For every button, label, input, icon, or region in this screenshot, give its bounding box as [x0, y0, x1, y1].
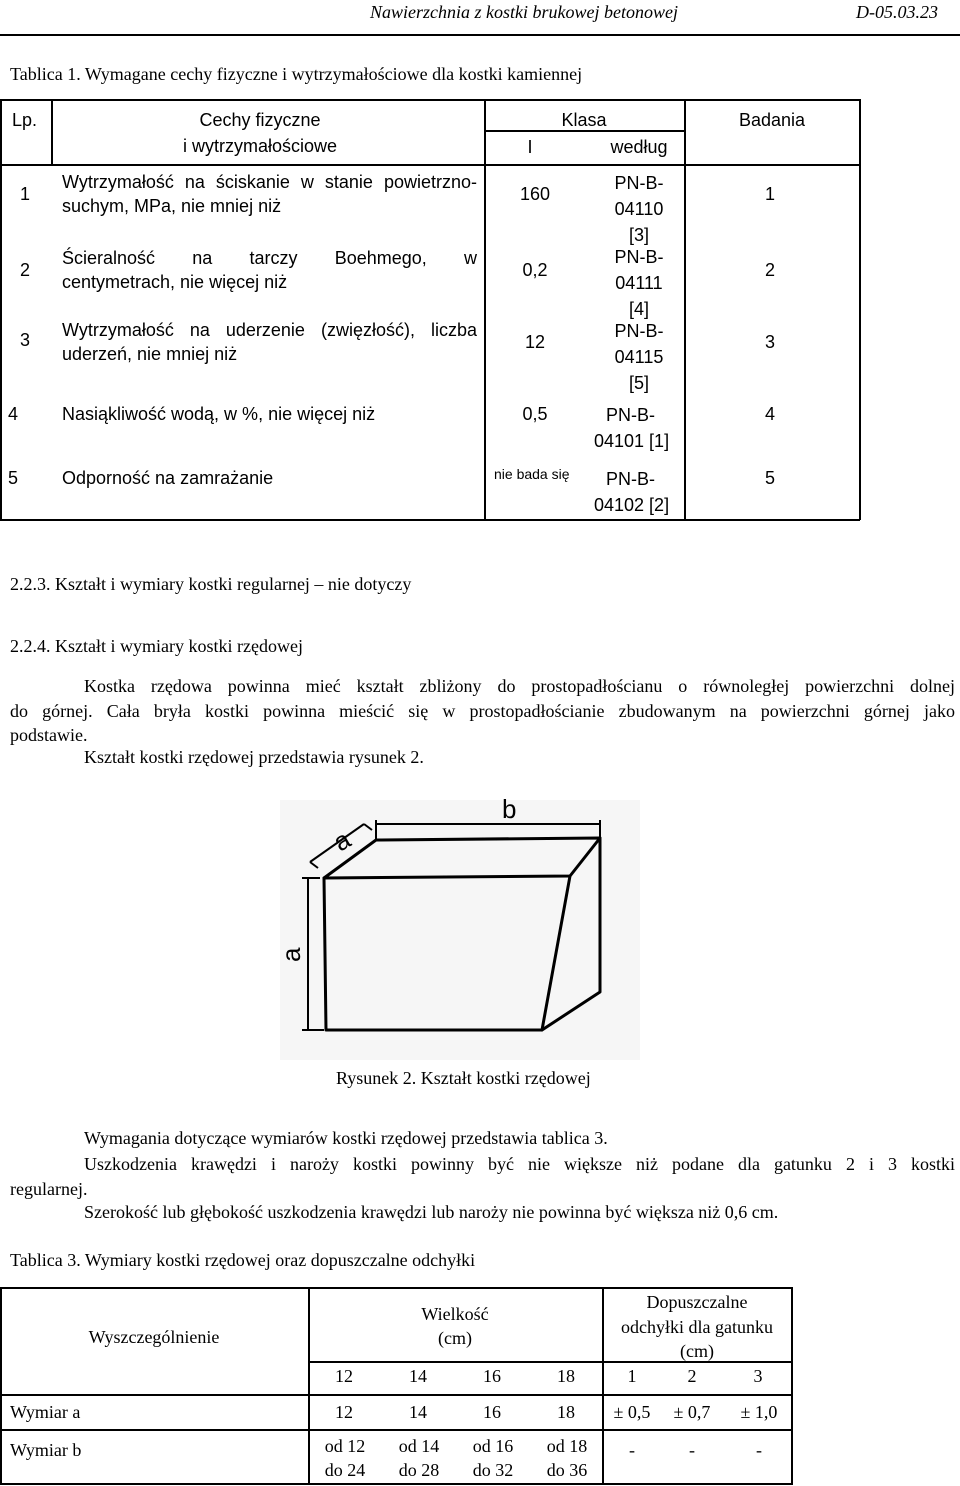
table3-border-left	[0, 1287, 2, 1485]
running-header-code: D-05.03.23	[856, 2, 938, 22]
header-line: (cm)	[438, 1328, 472, 1348]
norm-line: [3]	[628, 225, 649, 245]
table1-row-lp: 2	[20, 260, 31, 280]
norm-line: 04101 [1]	[594, 431, 670, 451]
table1-row-desc	[62, 170, 477, 218]
table1-klasa-left	[484, 99, 486, 520]
table1-header-lp: Lp.	[12, 110, 38, 130]
table1-row-lp: 1	[20, 184, 31, 204]
table1-row-norm	[594, 466, 684, 518]
table3-cell-size: 18	[557, 1402, 575, 1422]
desc-line: Wytrzymałość na uderzenie (zwięzłość), liczba	[62, 320, 477, 340]
table1-row-norm	[594, 170, 684, 248]
norm-line: 04110	[614, 199, 664, 219]
cell-line: od 18	[546, 1436, 588, 1456]
table3-row-label: Wymiar b	[10, 1440, 82, 1460]
running-header-title: Nawierzchnia z kostki brukowej betonowej	[370, 2, 678, 22]
cell-line: do 36	[546, 1460, 588, 1480]
norm-line: 04115	[614, 347, 664, 367]
figure-label-a-top: a	[328, 823, 356, 858]
table1-row-desc	[62, 246, 477, 294]
paragraph-line: do górnej. Cała bryła kostki powinna mieścić się w prostopadłościanie zbudowanym na powierzchni górnej jako	[10, 700, 955, 721]
table1-row-norm	[594, 402, 684, 454]
table1-row-desc: Nasiąkliwość wodą, w %, nie więcej niż	[62, 404, 376, 424]
table3-row-label: Wymiar a	[10, 1402, 81, 1422]
desc-line: centymetrach, nie więcej niż	[62, 272, 288, 292]
table1-row-desc: Odporność na zamrażanie	[62, 468, 274, 488]
header-line: odchyłki dla gatunku	[621, 1316, 773, 1337]
table1-row-lp: 3	[20, 330, 31, 350]
norm-line: 04102 [2]	[594, 495, 670, 515]
cell-line: do 28	[398, 1460, 440, 1480]
table3-border-bottom	[0, 1483, 792, 1485]
table1-header-cechy-2: i wytrzymałościowe	[182, 136, 338, 156]
paragraph-szerokosc: Szerokość lub głębokość uszkodzenia krawędzi lub naroży nie powinna być większa niż 0,6 cm.	[84, 1202, 779, 1222]
desc-line: uderzeń, nie mniej niż	[62, 344, 238, 364]
table1-header-klasa-i: I	[527, 137, 533, 157]
table1-header-cechy-1: Cechy fizyczne	[199, 110, 321, 130]
figure-kostka-rzedowa	[276, 794, 640, 1060]
table1-row-badania: 4	[764, 404, 775, 424]
table1-header-wedlug: według	[610, 137, 668, 157]
desc-line: Wytrzymałość na ściskanie w stanie powietrzno-	[62, 172, 477, 192]
paragraph-line: regularnej.	[10, 1178, 88, 1199]
table1-row-badania: 3	[764, 332, 775, 352]
table1-badania-left	[684, 99, 686, 520]
table1-lp-divider	[51, 99, 53, 166]
table3-header-wielkosc	[308, 1302, 602, 1350]
paragraph-wymagania: Wymagania dotyczące wymiarów kostki rzędowej przedstawia tablica 3.	[84, 1128, 608, 1148]
table3-border-top	[0, 1287, 792, 1289]
table3-cell-tolerance: ± 0,7	[673, 1402, 711, 1422]
table1-row-badania: 5	[764, 468, 775, 488]
paragraph-line: podstawie.	[10, 725, 88, 745]
table3-subheader-size: 12	[335, 1366, 353, 1386]
table1-row-lp: 4	[8, 404, 19, 424]
table3-cell-size	[308, 1434, 382, 1482]
paragraph-line: Uszkodzenia krawędzi i naroży kostki powinny być nie większe niż podane dla gatunku 2 i 3 kostki	[84, 1154, 955, 1174]
section-223-heading: 2.2.3. Kształt i wymiary kostki regularnej – nie dotyczy	[10, 574, 412, 594]
table1-row-value: nie bada się	[494, 466, 570, 482]
table3-cell-tolerance: -	[689, 1440, 695, 1460]
table3-cell-tolerance: -	[629, 1440, 635, 1460]
figure-label-a-side: a	[276, 947, 306, 962]
header-line: Wielkość	[421, 1304, 489, 1324]
desc-line: suchym, MPa, nie mniej niż	[62, 196, 282, 216]
norm-line: PN-B-	[606, 405, 655, 425]
header-rule	[0, 34, 960, 36]
section-224-paragraph	[10, 674, 955, 748]
cell-line: od 14	[398, 1436, 440, 1456]
cell-line: do 32	[472, 1460, 514, 1480]
table3-cell-size: 14	[409, 1402, 427, 1422]
table3-cell-size	[530, 1434, 604, 1482]
table1-caption: Tablica 1. Wymagane cechy fizyczne i wytrzymałościowe dla kostki kamiennej	[10, 64, 583, 84]
desc-line: Ścieralność na tarczy Boehmego, w	[62, 248, 477, 268]
table1-row-value: 160	[519, 184, 551, 204]
paragraph-line: Kostka rzędowa powinna mieć kształt zbliżony do prostopadłościanu o równoległej powierzchni dolnej	[84, 676, 955, 696]
table3-header-bottom	[0, 1394, 792, 1396]
table3-row-divider	[0, 1429, 792, 1431]
norm-line: [5]	[628, 373, 649, 393]
table3-cell-size: 16	[483, 1402, 501, 1422]
norm-line: [4]	[628, 299, 649, 319]
table1-border-top	[0, 99, 860, 101]
table1-border-right	[859, 99, 861, 520]
section-224-paragraph-2: Kształt kostki rzędowej przedstawia rysunek 2.	[84, 747, 424, 767]
table3-caption: Tablica 3. Wymiary kostki rzędowej oraz dopuszczalne odchyłki	[10, 1250, 476, 1270]
table3-subheader-size: 14	[409, 1366, 427, 1386]
table3-cell-size: 12	[335, 1402, 353, 1422]
header-line: Dopuszczalne	[646, 1292, 748, 1312]
table1-row-value: 0,5	[522, 404, 548, 424]
cell-line: od 16	[472, 1436, 514, 1456]
table1-border-left	[0, 99, 2, 520]
section-224-heading: 2.2.4. Kształt i wymiary kostki rzędowej	[10, 636, 303, 656]
table3-header-wyszczegolnienie: Wyszczególnienie	[88, 1327, 220, 1347]
table1-row-desc	[62, 318, 477, 366]
table3-cell-tolerance: -	[756, 1440, 762, 1460]
norm-line: 04111	[615, 273, 663, 293]
norm-line: PN-B-	[606, 469, 655, 489]
table1-row-value: 0,2	[522, 260, 548, 280]
norm-line: PN-B-	[614, 247, 664, 267]
table3-subheader-grade: 2	[687, 1366, 697, 1386]
table1-row-lp: 5	[8, 468, 19, 488]
paragraph-uszkodzenia	[10, 1152, 955, 1201]
cell-line: do 24	[324, 1460, 366, 1480]
table1-border-bottom	[0, 519, 860, 521]
table1-header-klasa: Klasa	[561, 110, 607, 130]
table3-subheader-size: 16	[483, 1366, 501, 1386]
table3-subheader-size: 18	[557, 1366, 575, 1386]
figure-caption: Rysunek 2. Kształt kostki rzędowej	[336, 1068, 591, 1088]
figure-label-b: b	[502, 794, 517, 824]
table3-subheader-grade: 3	[753, 1366, 763, 1386]
table3-subheader-grade: 1	[627, 1366, 637, 1386]
table1-row-badania: 1	[764, 184, 775, 204]
table3-cell-tolerance: ± 0,5	[613, 1402, 651, 1422]
table3-header-odchylki	[602, 1290, 792, 1364]
table1-row-norm	[594, 318, 684, 396]
table1-row-norm	[594, 244, 684, 322]
norm-line: PN-B-	[614, 173, 664, 193]
table3-cell-size	[382, 1434, 456, 1482]
norm-line: PN-B-	[614, 321, 664, 341]
table3-cell-tolerance: ± 1,0	[740, 1402, 778, 1422]
table1-row-value: 12	[524, 332, 546, 352]
table1-row-badania: 2	[764, 260, 775, 280]
header-line: (cm)	[680, 1341, 714, 1361]
table1-header-bottom	[0, 164, 860, 166]
table3-cell-size	[456, 1434, 530, 1482]
table1-header-badania: Badania	[738, 110, 806, 130]
cell-line: od 12	[324, 1436, 366, 1456]
